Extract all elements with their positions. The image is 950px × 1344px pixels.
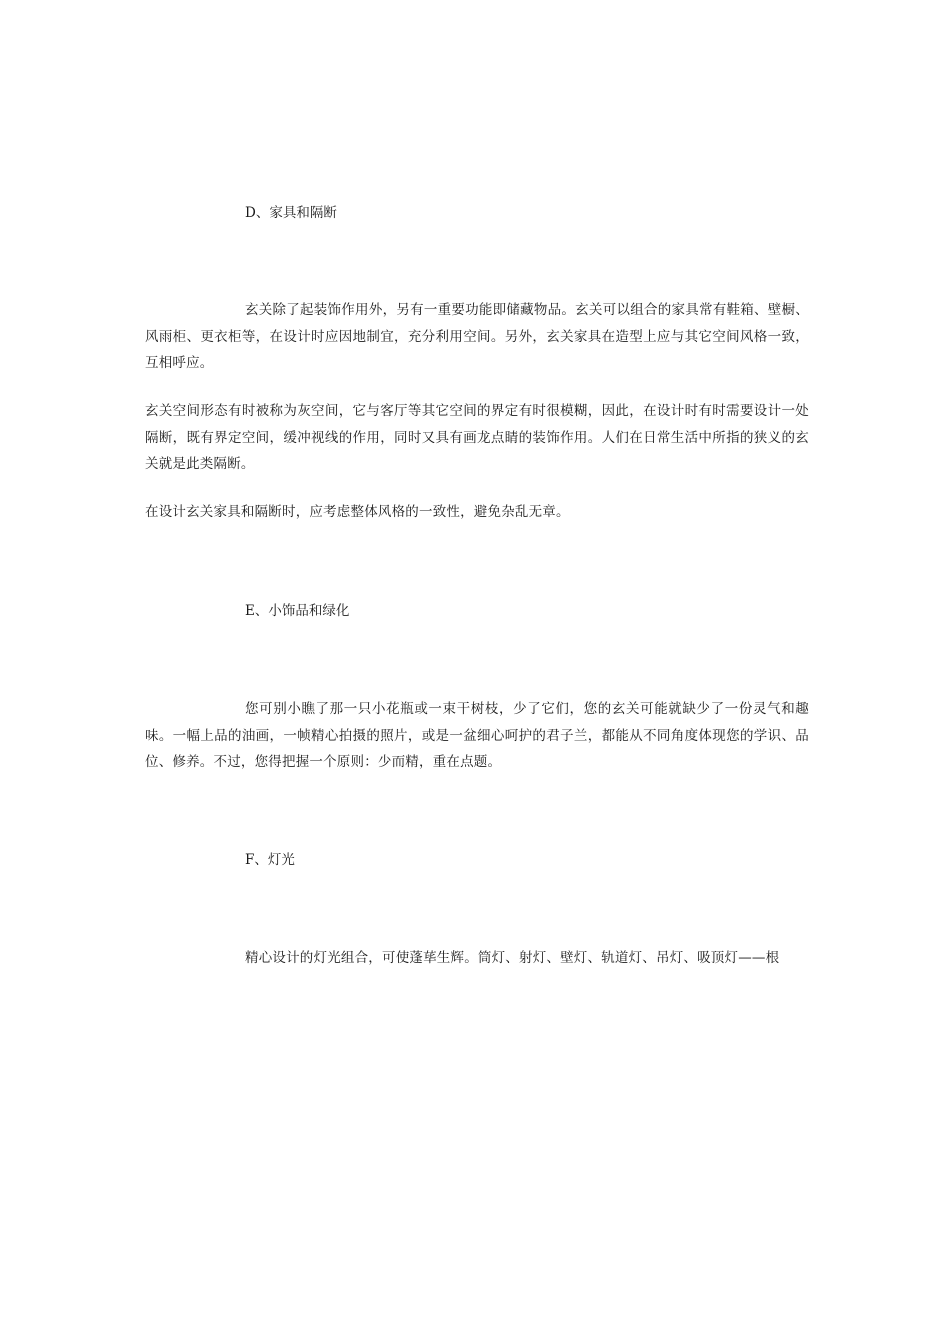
paragraph-style-consistency: 在设计玄关家具和隔断时，应考虑整体风格的一致性，避免杂乱无章。 [145,504,570,520]
section-heading-ornaments-greenery: E、小饰品和绿化 [245,603,350,619]
section-heading-lighting: F、灯光 [245,852,295,868]
section-heading-furniture-partition: D、家具和隔断 [245,205,337,221]
paragraph-small-ornaments: 您可别小瞧了那一只小花瓶或一束干树枝，少了它们，您的玄关可能就缺少了一份灵气和趣味。一幅上品的油画，一帧精心拍摄的照片，或是一盆细心呵护的君子兰，都能从不同角度体现您的学识、品位、修养。不过，您得把握一个原则：少而精，重在点题。 [145,701,809,770]
paragraph-storage-function: 玄关除了起装饰作用外，另有一重要功能即储藏物品。玄关可以组合的家具常有鞋箱、壁橱、风雨柜、更衣柜等，在设计时应因地制宜，充分利用空间。另外，玄关家具在造型上应与其它空间风格一致，互相呼应。 [145,302,809,371]
paragraph-gray-space-partition: 玄关空间形态有时被称为灰空间，它与客厅等其它空间的界定有时很模糊，因此，在设计时有时需要设计一处隔断，既有界定空间，缓冲视线的作用，同时又具有画龙点睛的装饰作用。人们在日常生活中所指的狭义的玄关就是此类隔断。 [145,403,809,472]
paragraph-lighting-design: 精心设计的灯光组合，可使蓬荜生辉。筒灯、射灯、壁灯、轨道灯、吊灯、吸顶灯——根 [245,950,780,966]
